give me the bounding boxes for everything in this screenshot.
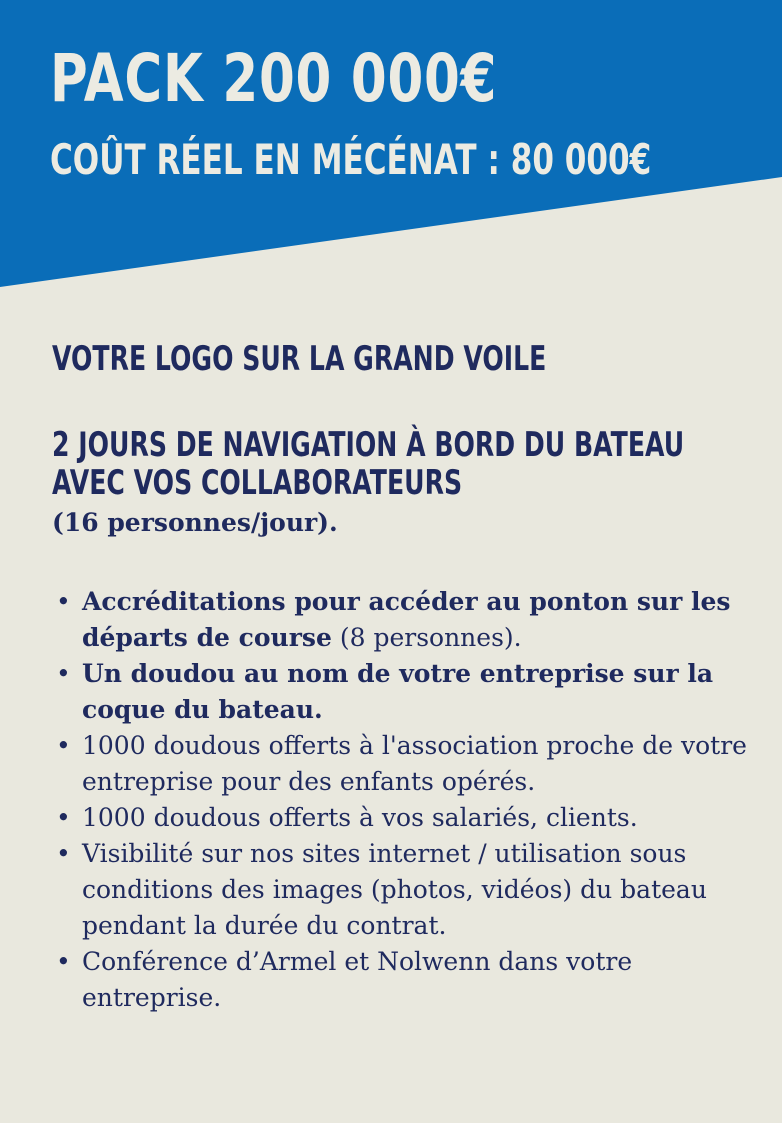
navigation-heading-line2: AVEC VOS COLLABORATEURS (52, 463, 463, 503)
item-text: Visibilité sur nos sites internet / utilisation sous conditions des images (photos, vidéos) du bateau pendant la durée du contrat. (82, 839, 707, 940)
list-item (52, 584, 752, 656)
bullet-icon: • (56, 659, 71, 688)
real-cost-subtitle: COÛT RÉEL EN MÉCÉNAT : 80 000€ (50, 135, 652, 184)
bullet-icon: • (56, 587, 71, 616)
list-item (52, 800, 752, 836)
logo-heading: VOTRE LOGO SUR LA GRAND VOILE (52, 339, 547, 379)
bullet-icon: • (56, 731, 71, 760)
list-item (52, 728, 752, 800)
pack-title: PACK 200 000€ (50, 40, 498, 117)
list-item (52, 944, 752, 1016)
bullet-icon: • (56, 947, 71, 976)
people-per-day-note: (16 personnes/jour). (52, 508, 338, 537)
item-text: 1000 doudous offerts à vos salariés, clients. (82, 803, 638, 832)
item-text: 1000 doudous offerts à l'association proche de votre entreprise pour des enfants opérés. (82, 731, 747, 796)
bullet-icon: • (56, 839, 71, 868)
bullet-icon: • (56, 803, 71, 832)
item-bold-text: Un doudou au nom de votre entreprise sur la coque du bateau. (82, 659, 714, 724)
benefits-list (52, 584, 752, 1016)
item-text: Conférence d’Armel et Nolwenn dans votre entreprise. (82, 947, 633, 1012)
list-item (52, 656, 752, 728)
item-text: (8 personnes). (331, 623, 522, 652)
item-bold-text: Accréditations pour accéder au ponton sur les départs de course (82, 587, 731, 652)
navigation-heading-line1: 2 JOURS DE NAVIGATION À BORD DU BATEAU (52, 425, 685, 465)
list-item (52, 836, 752, 944)
